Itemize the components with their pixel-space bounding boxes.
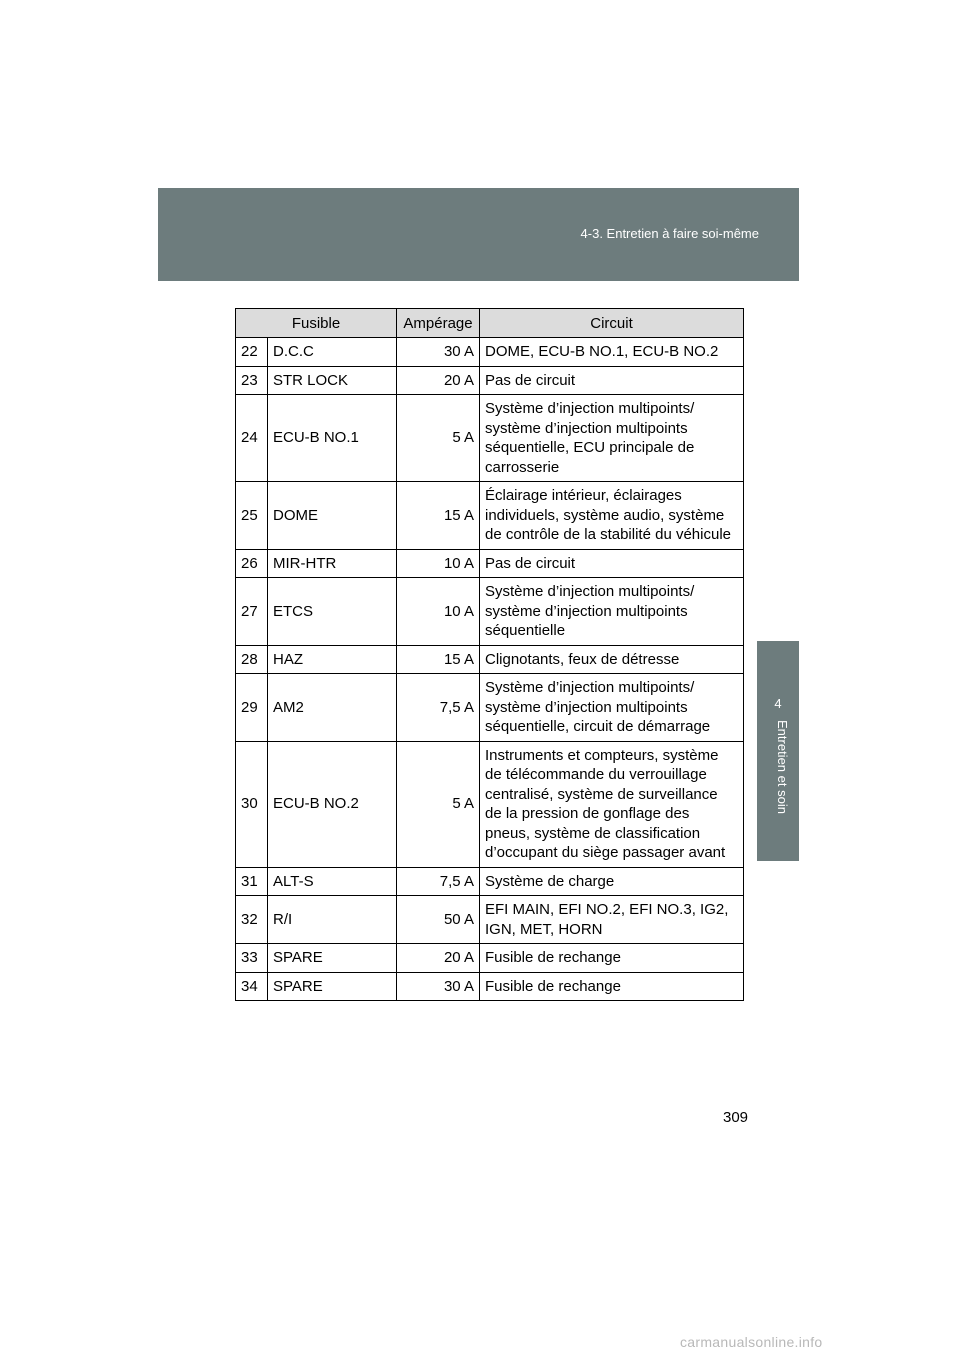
fuse-circuit: Système de charge: [480, 867, 744, 896]
fuse-number: 34: [236, 972, 268, 1001]
fuse-amperage: 30 A: [397, 972, 480, 1001]
fuse-amperage: 10 A: [397, 578, 480, 646]
header-circuit: Circuit: [480, 309, 744, 338]
fuse-amperage: 5 A: [397, 395, 480, 482]
table-header-row: [236, 309, 744, 338]
fuse-name: SPARE: [268, 944, 397, 973]
table-row: [236, 395, 744, 482]
fuse-name: MIR-HTR: [268, 549, 397, 578]
fuse-circuit: Pas de circuit: [480, 366, 744, 395]
section-header-bar: [158, 188, 799, 281]
chapter-number: 4: [774, 696, 782, 711]
fuse-circuit: Système d’injection multipoints/ système d’injection multipoints séquentielle, ECU principale de carrosserie: [480, 395, 744, 482]
fuse-name: AM2: [268, 674, 397, 742]
fuse-number: 33: [236, 944, 268, 973]
watermark: carmanualsonline.info: [680, 1334, 823, 1350]
fuse-name: SPARE: [268, 972, 397, 1001]
page-number: 309: [723, 1109, 749, 1126]
table-row: [236, 896, 744, 944]
table-row: [236, 338, 744, 367]
fuse-amperage: 10 A: [397, 549, 480, 578]
fuse-amperage: 20 A: [397, 366, 480, 395]
fuse-circuit: Pas de circuit: [480, 549, 744, 578]
fuse-number: 31: [236, 867, 268, 896]
table-row: [236, 578, 744, 646]
fuse-amperage: 30 A: [397, 338, 480, 367]
table-row: [236, 741, 744, 867]
fuse-number: 26: [236, 549, 268, 578]
fuse-name: DOME: [268, 482, 397, 550]
fuse-name: STR LOCK: [268, 366, 397, 395]
fuse-circuit: Système d’injection multipoints/ système d’injection multipoints séquentielle: [480, 578, 744, 646]
header-fusible: Fusible: [236, 309, 397, 338]
fuse-amperage: 50 A: [397, 896, 480, 944]
fuse-amperage: 7,5 A: [397, 674, 480, 742]
fuse-name: ECU-B NO.2: [268, 741, 397, 867]
table-row: [236, 366, 744, 395]
fuse-name: ETCS: [268, 578, 397, 646]
fuse-number: 32: [236, 896, 268, 944]
fuse-circuit: DOME, ECU-B NO.1, ECU-B NO.2: [480, 338, 744, 367]
fuse-name: HAZ: [268, 645, 397, 674]
fuse-number: 22: [236, 338, 268, 367]
fuse-circuit: EFI MAIN, EFI NO.2, EFI NO.3, IG2, IGN, MET, HORN: [480, 896, 744, 944]
fuse-number: 30: [236, 741, 268, 867]
table-row: [236, 645, 744, 674]
fuse-table: [235, 308, 744, 1001]
fuse-number: 27: [236, 578, 268, 646]
fuse-name: ECU-B NO.1: [268, 395, 397, 482]
table-row: [236, 482, 744, 550]
fuse-name: R/I: [268, 896, 397, 944]
header-amperage: Ampérage: [397, 309, 480, 338]
table-row: [236, 944, 744, 973]
fuse-number: 24: [236, 395, 268, 482]
fuse-number: 25: [236, 482, 268, 550]
fuse-circuit: Fusible de rechange: [480, 944, 744, 973]
table-row: [236, 549, 744, 578]
fuse-circuit: Clignotants, feux de détresse: [480, 645, 744, 674]
fuse-amperage: 20 A: [397, 944, 480, 973]
table-row: [236, 674, 744, 742]
fuse-circuit: Fusible de rechange: [480, 972, 744, 1001]
fuse-number: 28: [236, 645, 268, 674]
table-row: [236, 867, 744, 896]
fuse-name: D.C.C: [268, 338, 397, 367]
fuse-circuit: Éclairage intérieur, éclairages individuels, système audio, système de contrôle de la stabilité du véhicule: [480, 482, 744, 550]
fuse-amperage: 15 A: [397, 645, 480, 674]
chapter-label: Entretien et soin: [775, 720, 790, 814]
section-title: 4-3. Entretien à faire soi-même: [580, 226, 759, 241]
fuse-amperage: 7,5 A: [397, 867, 480, 896]
fuse-circuit: Système d’injection multipoints/ système d’injection multipoints séquentielle, circuit de démarrage: [480, 674, 744, 742]
fuse-number: 29: [236, 674, 268, 742]
fuse-amperage: 5 A: [397, 741, 480, 867]
fuse-circuit: Instruments et compteurs, système de télécommande du verrouillage centralisé, système de surveillance de la pression de gonflage des pneus, système de classification d’occupant du siège passager avant: [480, 741, 744, 867]
fuse-amperage: 15 A: [397, 482, 480, 550]
fuse-name: ALT-S: [268, 867, 397, 896]
fuse-number: 23: [236, 366, 268, 395]
table-row: [236, 972, 744, 1001]
